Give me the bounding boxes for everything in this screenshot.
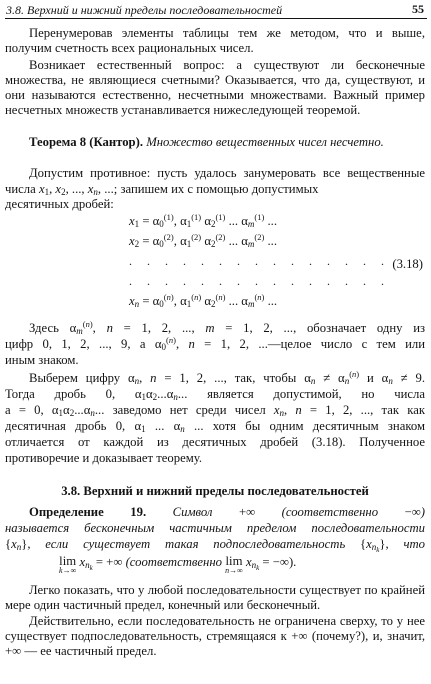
book-page (5, 0, 427, 684)
choose-text-i: десятичная дробь 0, (5, 419, 135, 433)
section-heading: 3.8. Верхний и нижний пределы последовательностей (61, 484, 369, 498)
choose-text-b: так, чтобы (226, 371, 305, 385)
choose-text-h: так как (373, 403, 426, 417)
proof-intro-text-b: ; запишем их с помощью допустимых (113, 182, 319, 196)
header-rule (5, 18, 427, 19)
paragraph-indeed: Действительно, если последовательность не ограничена сверху, то у нее существует подпоследовательность, стремящаяся к +∞ (почему?), и, значит, +∞ — ее частичный предел. (5, 614, 425, 658)
paragraph-easy-to-show: Легко показать, что у любой последовательности существует по крайней мере один частичный предел, конечный или бесконечный. (5, 583, 425, 612)
proof-intro-line-1: Допустим противное: пусть удалось занумеровать все вещественные (29, 166, 425, 180)
limit-n-to-infinity: lim n→∞ (225, 554, 243, 575)
definition-text-c: ) (420, 505, 426, 519)
limit-k-to-infinity: lim k→∞ (59, 554, 77, 575)
paragraph-choose-line-2: Тогда дробь 0, $\alpha_1\alpha_2...\alpha_n$... является допустимой, но числа (5, 387, 425, 402)
equation-number: (3.18) (392, 257, 423, 271)
definition-line-2: называется бесконечным частичным пределом последовательности (5, 521, 425, 535)
choose-text-g: заведомо нет среди чисел (104, 403, 274, 417)
expansion-row-1: $x_1 = \alpha_0^{(1)}$, $\alpha_1^{(1)}$ $\alpha_2^{(1)}$ ... $\alpha_m^{(1)}$ ... (129, 212, 278, 229)
expansion-dots-row-1: . . . . . . . . . . . . . . . (129, 254, 390, 268)
paragraph-here-line-1: Здесь $\alpha_m^{(n)}$, n = 1, 2, ..., m = 1, 2, ..., обозначает одну из (29, 319, 426, 336)
choose-text-a: Выберем цифру (29, 371, 128, 385)
expansion-row-2: $x_2 = \alpha_0^{(2)}$, $\alpha_1^{(2)}$ $\alpha_2^{(2)}$ ... $\alpha_m^{(2)}$ ... (129, 232, 278, 249)
paragraph-choose-line-5: отличается от каждой из десятичных дробей (3.18). Полученное (5, 435, 425, 449)
choose-text-f: a = 0, (5, 403, 52, 417)
paragraph-choose-line-4: десятичная дробь 0, $\alpha_1$ ... $\alpha_n$ ... хотя бы одним десятичным знаком (5, 419, 425, 434)
paragraph-here-line-2: цифр 0, 1, 2, ..., 9, а $\alpha_0^{(n)}$, n = 1, 2, ...—целое число с тем или (5, 335, 426, 352)
decimal-expansion-table (129, 212, 390, 314)
choose-text-e: является допустимой, но числа (187, 387, 425, 401)
expansion-dots-row-2: . . . . . . . . . . . . . . . (129, 274, 390, 288)
theorem-statement: Множество вещественных чисел несчетно. (146, 135, 384, 149)
paragraph-uncountable-question: Возникает естественный вопрос: а существуют ли бесконечные множества, не являющиеся счетными? Оказывается, что да, существуют, и они называются естественно, несчетными множествами. Важный пример несчетных множеств устанавливается нижеследующей теоремой. (5, 58, 425, 117)
definition-text-a: Символ (172, 505, 239, 519)
choose-text-d: Тогда дробь 0, (5, 387, 135, 401)
paragraph-choose-line-3: a = 0, $\alpha_1\alpha_2...\alpha_n$... заведомо нет среди чисел $x_n$, n = 1, 2, ..., так как (5, 403, 426, 418)
paragraph-choose-line-1: Выберем цифру $\alpha_n$, n = 1, 2, ..., так, чтобы $\alpha_n \ne \alpha_n^{(n)}$ и $\alpha_n \ne 9$. (29, 369, 426, 386)
theorem-label: Теорема 8 (Кантор). (29, 135, 144, 149)
choose-text-c: и (359, 371, 382, 385)
definition-text-e: , что (385, 537, 425, 551)
definition-line-3: $\{x_n\}$, если существует такая подпоследовательность $\{x_{n_k}\}$, что (5, 537, 425, 554)
proof-intro-line-3: десятичных дробей: (5, 197, 114, 211)
expansion-row-n: $x_n = \alpha_0^{(n)}$, $\alpha_1^{(n)}$ $\alpha_2^{(n)}$ ... $\alpha_m^{(n)}$ ... (129, 292, 278, 309)
definition-text-g: ). (288, 555, 297, 569)
definition-label: Определение 19. (29, 505, 147, 519)
definition-text-f: (соответственно (125, 555, 226, 569)
definition-text-b: (соответственно (255, 505, 405, 519)
paragraph-here-line-3: иным знаком. (5, 353, 79, 367)
here-text-a: Здесь (29, 321, 70, 335)
running-title: 3.8. Верхний и нижний пределы последовательностей (6, 3, 283, 17)
paragraph-rational-countable: Перенумеровав элементы таблицы тем же методом, что и выше, получим счетность всех рациональных чисел. (5, 26, 425, 55)
here-text-d: —целое число с тем или (267, 337, 426, 351)
proof-intro-text-a: числа (5, 182, 39, 196)
page-number: 55 (412, 2, 424, 16)
definition-line-1: Определение 19. Символ +∞ (соответственно −∞) (29, 505, 426, 519)
choose-text-j: хотя бы одним десятичным знаком (203, 419, 425, 433)
running-header (5, 2, 427, 18)
proof-intro-line-2: числа $x_1$, $x_2$, ..., $x_n$, ...; запишем их с помощью допустимых (5, 182, 319, 197)
here-text-c: цифр 0, 1, 2, ..., 9, а (5, 337, 155, 351)
theorem-cantor (5, 135, 425, 150)
definition-text-d: , если существует такая подпоследовательность (27, 537, 361, 551)
here-text-b: обозначает одну из (306, 321, 426, 335)
definition-limit-formula: lim k→∞ $x_{n_k}$ = +∞ (соответственно lim n→∞ $x_{n_k}$ = −∞). (59, 554, 297, 575)
paragraph-choose-line-6: противоречие и доказывает теорему. (5, 451, 202, 465)
